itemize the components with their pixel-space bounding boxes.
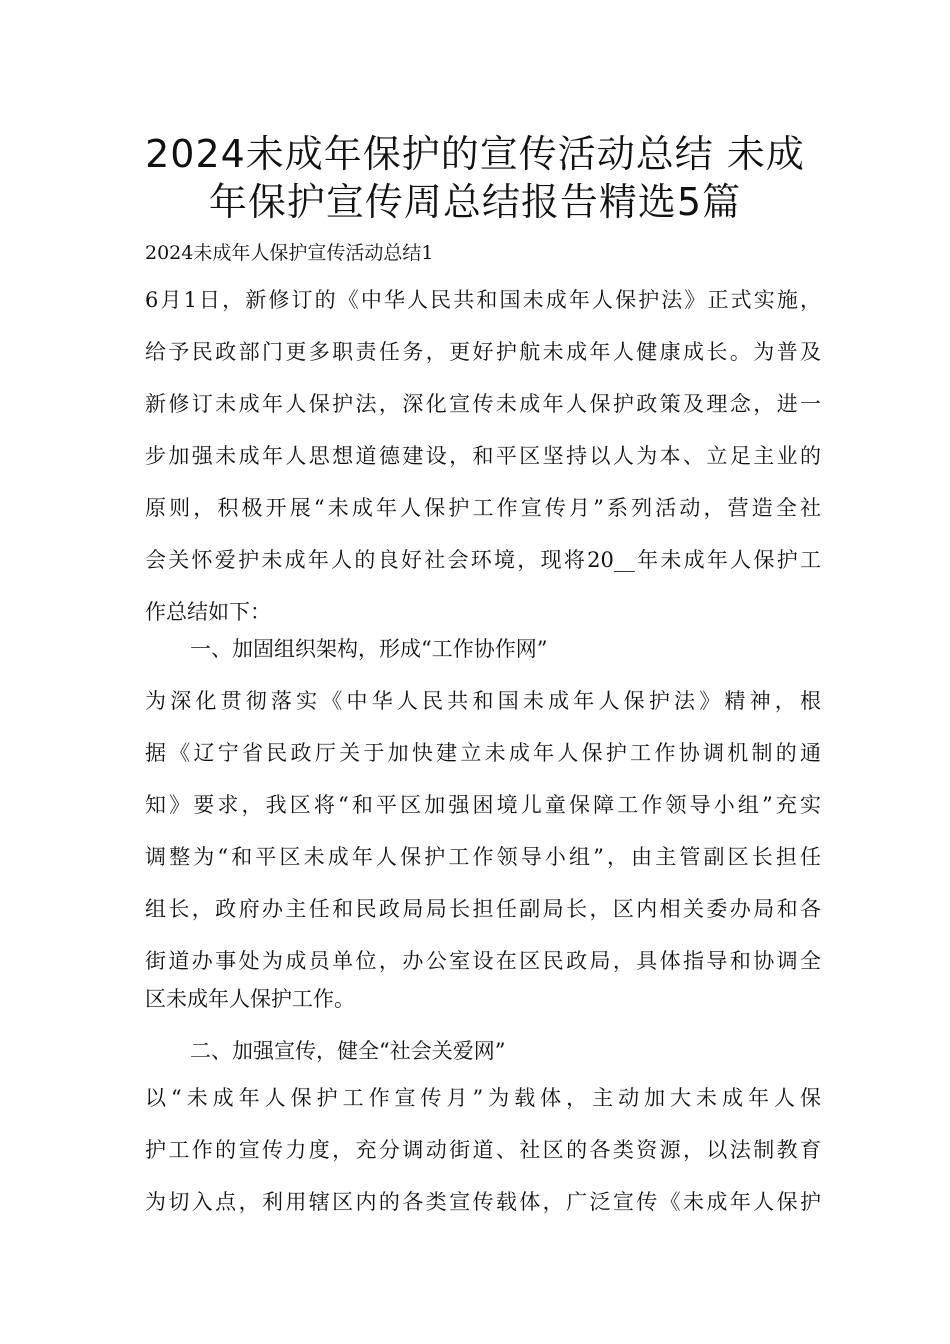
paragraph-2-line: 组长，政府办主任和民政局局长担任副局长，区内相关委办局和各 — [145, 897, 821, 921]
paragraph-2-line: 为深化贯彻落实《中华人民共和国未成年人保护法》精神，根 — [145, 689, 821, 713]
paragraph-3-line: 以“未成年人保护工作宣传月”为载体，主动加大未成年人保 — [145, 1086, 821, 1110]
paragraph-1-line: 新修订未成年人保护法，深化宣传未成年人保护政策及理念，进一 — [145, 392, 821, 416]
paragraph-1-line: 6月1日，新修订的《中华人民共和国未成年人保护法》正式实施， — [145, 288, 821, 312]
section-heading-2: 二、加强宣传，健全“社会关爱网” — [190, 1039, 506, 1063]
paragraph-3-line: 为切入点，利用辖区内的各类宣传载体，广泛宣传《未成年人保护 — [145, 1190, 821, 1214]
paragraph-1-line: 会关怀爱护未成年人的良好社会环境，现将20__年未成年人保护工 — [145, 548, 821, 572]
paragraph-2-line: 街道办事处为成员单位，办公室设在区民政局，具体指导和协调全 — [145, 949, 821, 973]
document-title-line-2: 年保护宣传周总结报告精选5篇 — [208, 180, 742, 224]
paragraph-1-line: 作总结如下： — [145, 600, 271, 624]
section-heading-1: 一、加固组织架构，形成“工作协作网” — [190, 637, 548, 661]
paragraph-2-line: 据《辽宁省民政厅关于加快建立未成年人保护工作协调机制的通 — [145, 741, 821, 765]
paragraph-1-line: 原则，积极开展“未成年人保护工作宣传月”系列活动，营造全社 — [145, 496, 821, 520]
paragraph-3-line: 护工作的宣传力度，充分调动街道、社区的各类资源，以法制教育 — [145, 1138, 821, 1162]
paragraph-1-line: 步加强未成年人思想道德建设，和平区坚持以人为本、立足主业的 — [145, 444, 821, 468]
paragraph-2-line: 区未成年人保护工作。 — [145, 987, 355, 1011]
section-subtitle: 2024未成年人保护宣传活动总结1 — [145, 242, 434, 264]
paragraph-2-line: 调整为“和平区未成年人保护工作领导小组”，由主管副区长担任 — [145, 845, 821, 869]
paragraph-2-line: 知》要求，我区将“和平区加强困境儿童保障工作领导小组”充实 — [145, 793, 821, 817]
document-title-line-1: 2024未成年保护的宣传活动总结 未成 — [145, 132, 805, 176]
paragraph-1-line: 给予民政部门更多职责任务，更好护航未成年人健康成长。为普及 — [145, 340, 821, 364]
